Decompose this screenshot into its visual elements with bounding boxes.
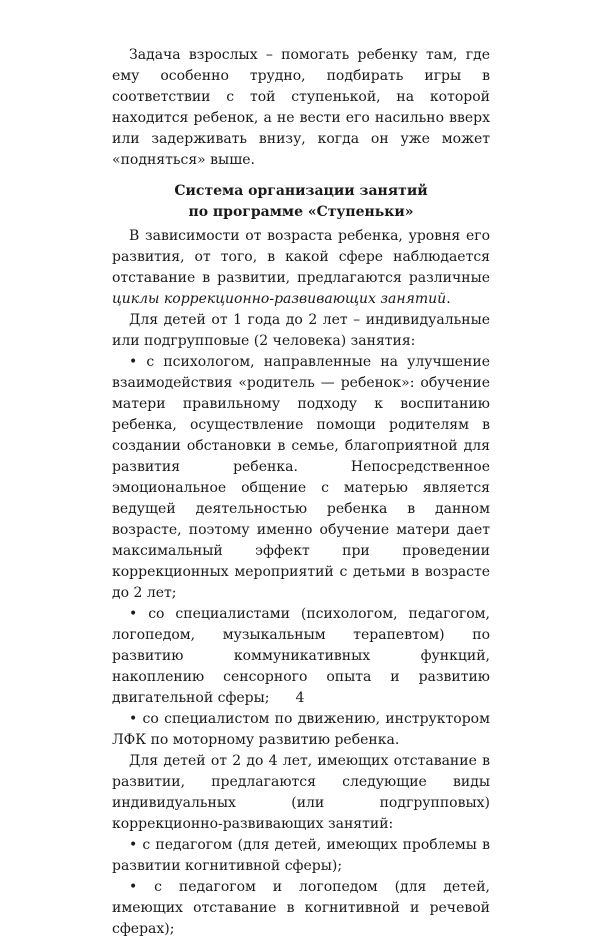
paragraph-cycles-end: . bbox=[446, 291, 451, 307]
intro-paragraph: Задача взрослых – помогать ребенку там, где ему особенно трудно, подбирать игры в соответствии с той ступенькой, на которой находится ребенок, а не вести его насильно вверх или задерживать внизу, когда он уже может «подняться» выше. bbox=[112, 47, 490, 168]
section-heading-line-2: по программе «Ступеньки» bbox=[188, 204, 414, 220]
bullet-item: • со специалистами (психологом, педагогом, логопедом, музыкальным терапевтом) по развитию коммуникативных функций, накоплению сенсорного опыта и развитию двигательной сферы; bbox=[112, 606, 490, 706]
paragraph-age-1-2: Для детей от 1 года до 2 лет – индивидуальные или подгрупповые (2 человека) занятия: bbox=[112, 312, 490, 349]
bullet-item: • с педагогом (для детей, имеющих проблемы в развитии когнитивной сферы); bbox=[112, 837, 490, 874]
paragraph-cycles bbox=[112, 226, 490, 310]
section-heading bbox=[112, 181, 490, 223]
paragraph-age-2-4: Для детей от 2 до 4 лет, имеющих отставание в развитии, предлагаются следующие виды индивидуальных (или подгрупповых) коррекционно-развивающих занятий: bbox=[112, 753, 490, 832]
bullet-item: • с психологом, направленные на улучшение взаимодействия «родитель — ребенок»: обучение матери правильному подходу к воспитанию ребенка, осуществление помощи родителям в создании обстановки в семье, благоприятной для развития ребенка. Непосредственное эмоциональное общение с матерью является ведущей деятельностью ребенка в данном возрасте, поэтому именно обучение матери дает максимальный эффект при проведении коррекционных мероприятий с детьми в возрасте до 2 лет; bbox=[112, 354, 490, 601]
document-page bbox=[112, 45, 490, 940]
bullet-item: • со специалистом по движению, инструктором ЛФК по моторному развитию ребенка. bbox=[112, 711, 490, 748]
page-number: 4 bbox=[295, 690, 305, 706]
bullet-item: • с педагогом и логопедом (для детей, имеющих отставание в когнитивной и речевой сферах); bbox=[112, 879, 490, 937]
paragraph-cycles-text: В зависимости от возраста ребенка, уровня его развития, от того, в какой сфере наблюдается отставание в развитии, предлагаются различные bbox=[112, 228, 490, 286]
section-heading-line-1: Система организации занятий bbox=[174, 183, 428, 199]
paragraph-cycles-italic: циклы коррекционно-развивающих занятий bbox=[112, 291, 447, 307]
